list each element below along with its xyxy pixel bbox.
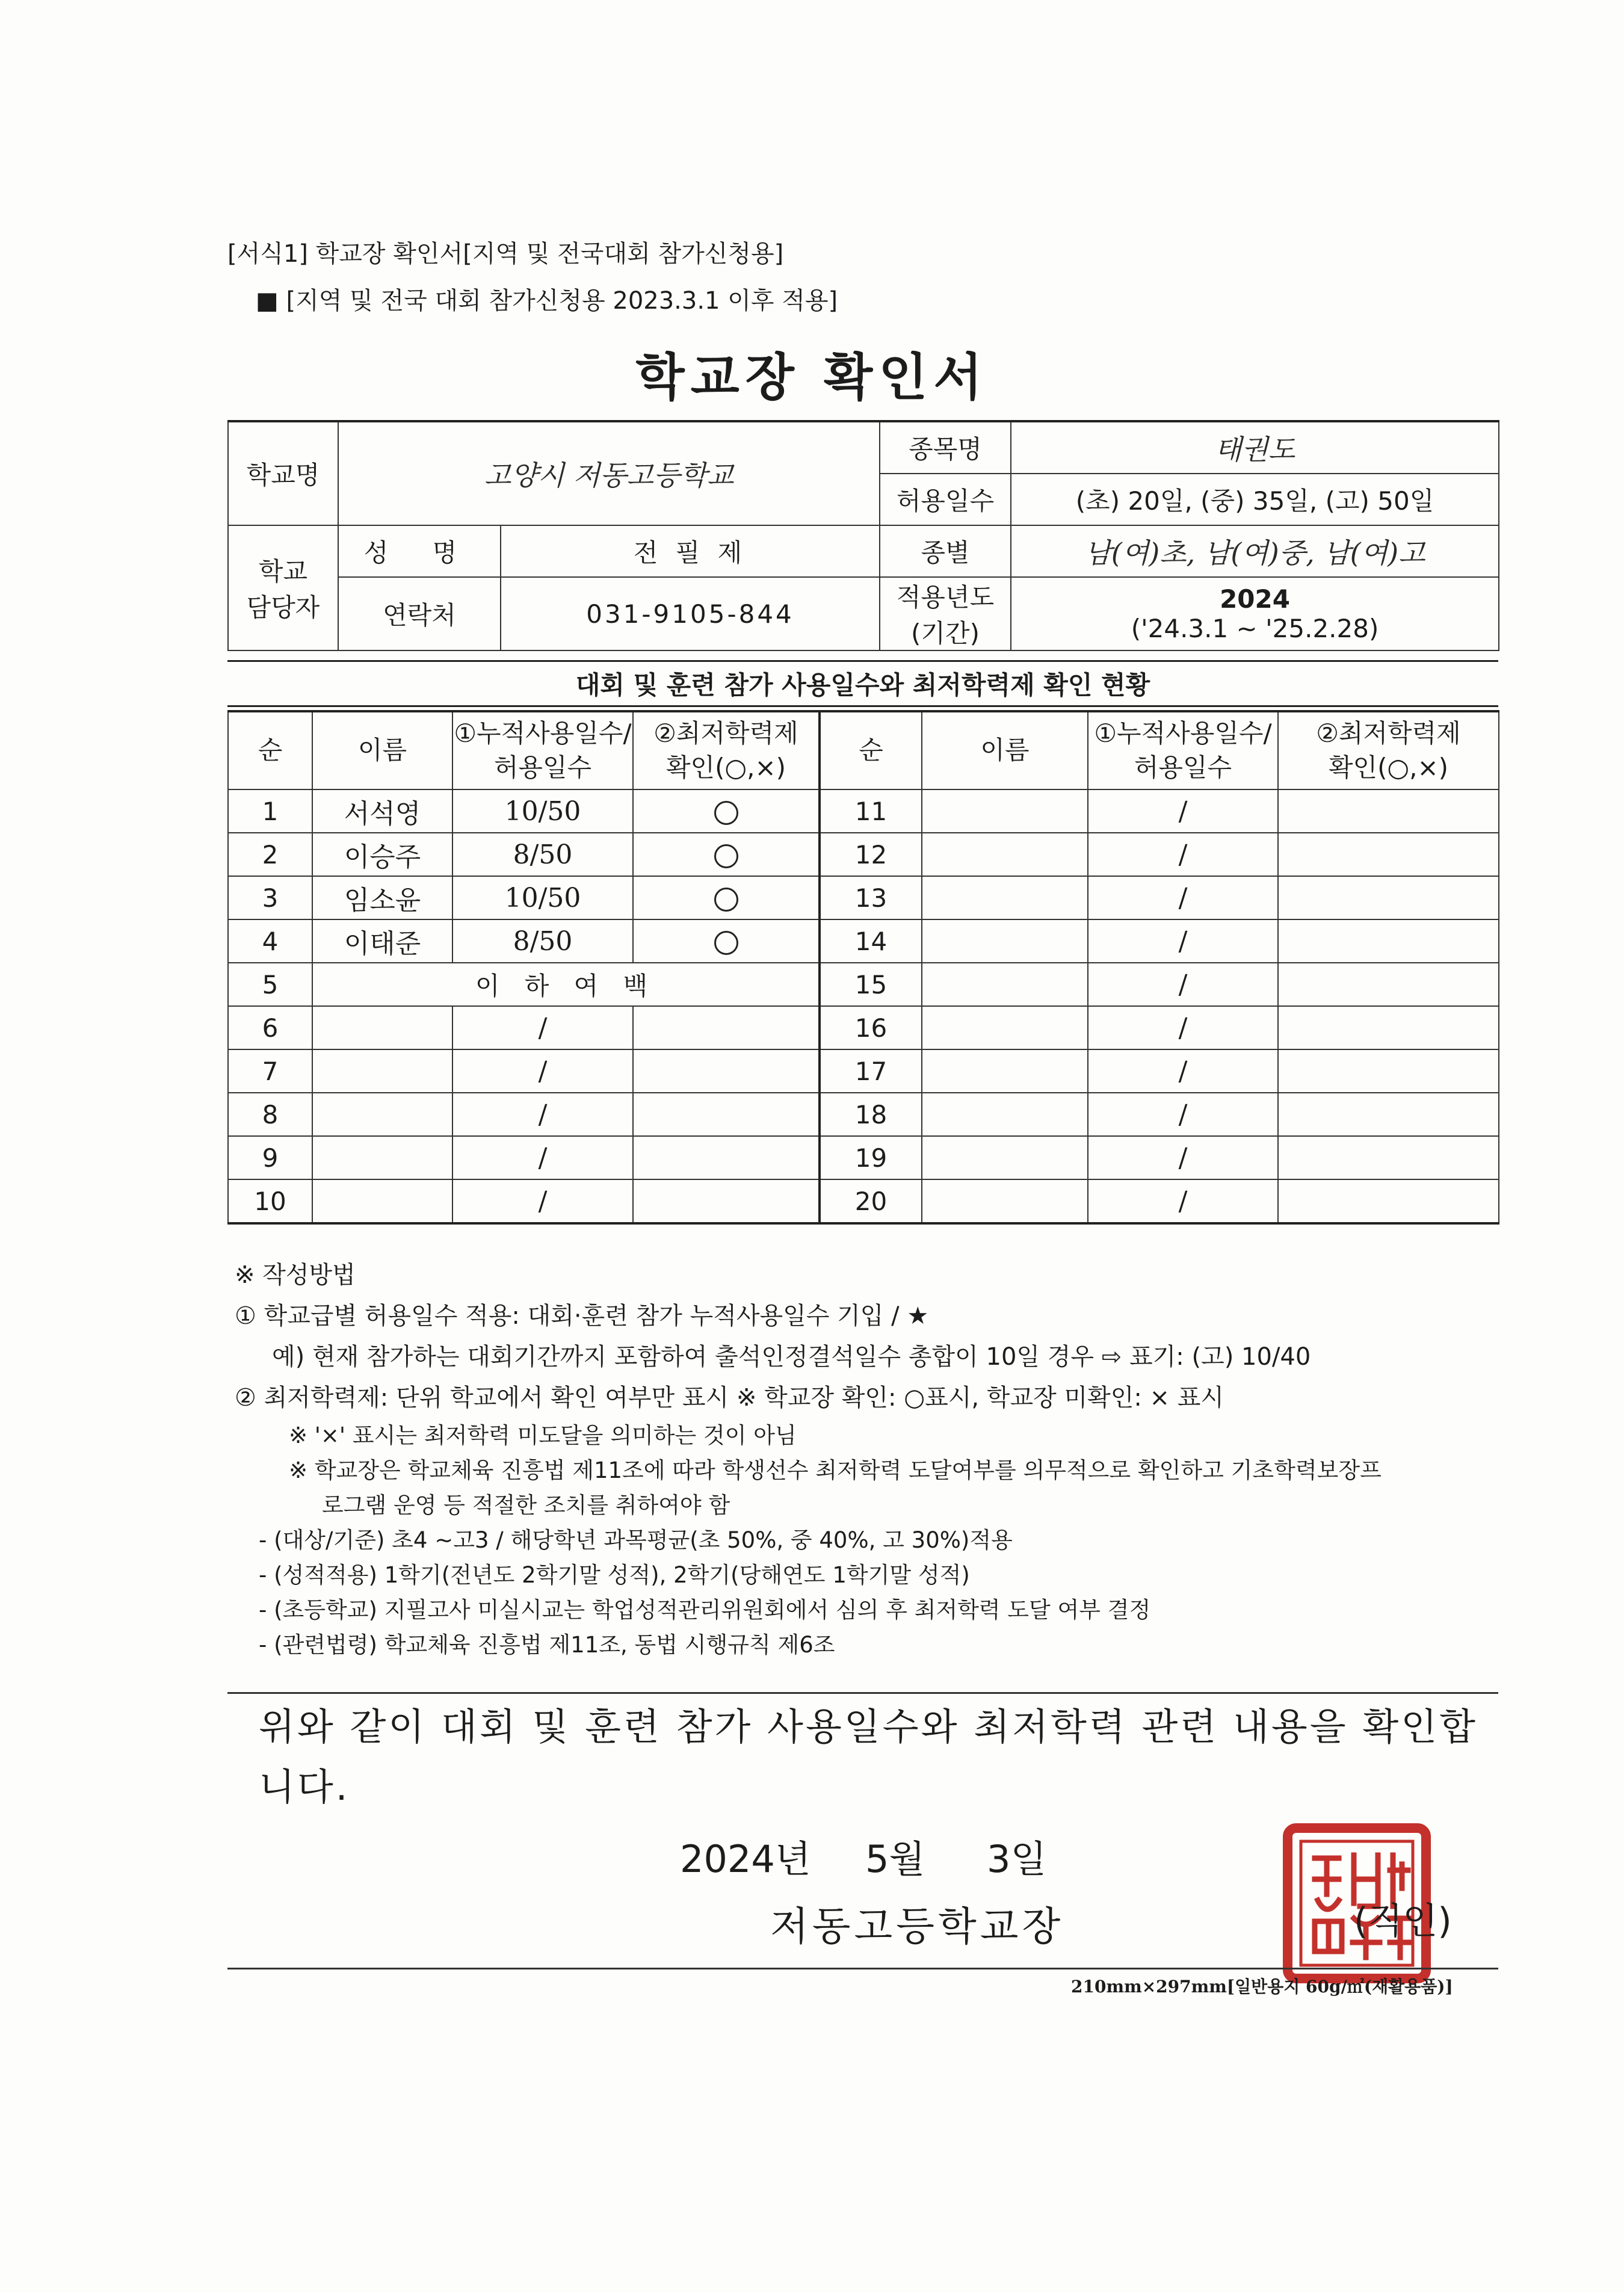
writing-instructions — [235, 1255, 1382, 1663]
row-number: 2 — [228, 833, 312, 876]
student-name — [922, 876, 1088, 919]
table-row — [228, 1136, 1499, 1179]
name-value: 전 필 제 — [501, 525, 880, 577]
table-row — [228, 1049, 1499, 1093]
row-number: 6 — [228, 1006, 312, 1049]
check-circle-icon — [714, 844, 738, 868]
col-days-left — [452, 711, 633, 789]
row-number: 11 — [820, 789, 922, 833]
used-days: / — [1088, 789, 1278, 833]
note-1-example: 예) 현재 참가하는 대회기간까지 포함하여 출석인정결석일수 총합이 10일 경우 ⇨ 표기: (고) 10/40 — [272, 1343, 1311, 1371]
col-days-right-line1: ①누적사용일수/ — [1094, 718, 1272, 748]
table-row — [228, 963, 1499, 1006]
year-value-cell — [1011, 577, 1499, 650]
form-label: [서식1] 학교장 확인서[지역 및 전국대회 참가신청용] — [227, 240, 784, 268]
academic-check — [633, 1093, 820, 1136]
table-row — [228, 876, 1499, 919]
year-label-line2: (기간) — [911, 619, 980, 648]
blank-below-note: 이 하 여 백 — [312, 963, 820, 1006]
school-value: 고양시 저동고등학교 — [338, 421, 880, 525]
used-days: 10/50 — [452, 876, 633, 919]
note-dash-4: - (관련법령) 학교체육 진흥법 제11조, 동법 시행규칙 제6조 — [259, 1632, 835, 1658]
date-month: 5월 — [865, 1837, 925, 1881]
used-days: 8/50 — [452, 919, 633, 963]
student-name — [312, 1136, 452, 1179]
used-days: / — [452, 1136, 633, 1179]
row-number: 19 — [820, 1136, 922, 1179]
sport-value: 태권도 — [1011, 421, 1499, 474]
academic-check — [1278, 1049, 1499, 1093]
col-check-right-line1: ②최저학력제 — [1316, 718, 1461, 748]
seal-mark: (직인) — [1354, 1900, 1452, 1942]
academic-check — [1278, 1136, 1499, 1179]
row-number: 17 — [820, 1049, 922, 1093]
row-number: 20 — [820, 1179, 922, 1223]
col-check-left-line2: 확인(○,×) — [665, 752, 786, 782]
phone-label: 연락처 — [338, 577, 501, 650]
student-name — [922, 1049, 1088, 1093]
col-name-right: 이름 — [922, 711, 1088, 789]
school-info-table — [227, 420, 1499, 651]
academic-check — [633, 789, 820, 833]
check-circle-icon — [714, 801, 738, 825]
col-days-left-line2: 허용일수 — [493, 752, 592, 782]
used-days: / — [1088, 1006, 1278, 1049]
used-days: / — [1088, 1093, 1278, 1136]
confirmation-text: 위와 같이 대회 및 훈련 참가 사용일수와 최저학력 관련 내용을 확인합니다. — [259, 1705, 1478, 1809]
student-name — [922, 1006, 1088, 1049]
row-number: 16 — [820, 1006, 922, 1049]
gender-label: 종별 — [880, 525, 1011, 577]
academic-check — [633, 833, 820, 876]
col-days-right-line2: 허용일수 — [1134, 752, 1232, 782]
table-row — [228, 1006, 1499, 1049]
student-name — [922, 963, 1088, 1006]
used-days: / — [452, 1179, 633, 1223]
col-check-right — [1278, 711, 1499, 789]
row-number: 12 — [820, 833, 922, 876]
used-days: / — [1088, 963, 1278, 1006]
academic-check — [1278, 1093, 1499, 1136]
student-name: 이승주 — [312, 833, 452, 876]
academic-check — [633, 1179, 820, 1223]
check-circle-icon — [714, 931, 738, 955]
status-subtitle: 대회 및 훈련 참가 사용일수와 최저학력제 확인 현황 — [227, 660, 1498, 707]
year-period: ('24.3.1 ~ '25.2.28) — [1131, 614, 1379, 643]
contact-person-label-line2: 담당자 — [246, 593, 320, 622]
used-days: / — [1088, 1049, 1278, 1093]
row-number: 4 — [228, 919, 312, 963]
phone-value: 031-9105-844 — [501, 577, 880, 650]
note-2-b1: ※ 학교장은 학교체육 진흥법 제11조에 따라 학생선수 최저학력 도달여부를 의무적으로 확인하고 기초학력보장프 — [289, 1457, 1382, 1483]
used-days: / — [1088, 833, 1278, 876]
used-days: / — [1088, 1179, 1278, 1223]
contact-person-label-line1: 학교 — [258, 557, 308, 586]
table-row — [228, 1093, 1499, 1136]
divider-bottom — [227, 1968, 1498, 1969]
note-dash-2: - (성적적용) 1학기(전년도 2학기말 성적), 2학기(당해연도 1학기말 성적) — [259, 1562, 970, 1588]
date-day: 3일 — [987, 1837, 1047, 1881]
used-days: / — [452, 1093, 633, 1136]
year-label-line1: 적용년도 — [896, 582, 995, 612]
note-1: ① 학교급별 허용일수 적용: 대회·훈련 참가 누적사용일수 기입 / ★ — [235, 1302, 929, 1330]
page-title: 학교장 확인서 — [635, 348, 989, 407]
academic-check — [633, 1049, 820, 1093]
student-name — [922, 789, 1088, 833]
name-label: 성 명 — [338, 525, 501, 577]
note-dash-3: - (초등학교) 지필고사 미실시교는 학업성적관리위원회에서 심의 후 최저학력 도달 여부 결정 — [259, 1597, 1151, 1623]
col-check-left — [633, 711, 820, 789]
academic-check — [1278, 963, 1499, 1006]
student-name — [922, 1093, 1088, 1136]
student-name: 이태준 — [312, 919, 452, 963]
table-row — [228, 789, 1499, 833]
academic-check — [1278, 919, 1499, 963]
date-year: 2024년 — [680, 1837, 811, 1881]
contact-person-label — [228, 525, 338, 650]
row-number: 9 — [228, 1136, 312, 1179]
note-2-b2: 로그램 운영 등 적절한 조치를 취하여야 함 — [322, 1492, 730, 1518]
col-no-right: 순 — [820, 711, 922, 789]
student-name — [922, 1136, 1088, 1179]
used-days: 10/50 — [452, 789, 633, 833]
allowed-days-value: (초) 20일, (중) 35일, (고) 50일 — [1011, 474, 1499, 525]
used-days: / — [1088, 876, 1278, 919]
note-2: ② 최저학력제: 단위 학교에서 확인 여부만 표시 ※ 학교장 확인: ○표시, 학교장 미확인: × 표시 — [235, 1384, 1224, 1412]
row-number: 1 — [228, 789, 312, 833]
row-number: 10 — [228, 1179, 312, 1223]
row-number: 3 — [228, 876, 312, 919]
student-name: 임소윤 — [312, 876, 452, 919]
row-number: 14 — [820, 919, 922, 963]
paper-spec: 210mm×297mm[일반용지 60g/㎡(재활용품)] — [1071, 1977, 1453, 1997]
student-name — [922, 919, 1088, 963]
used-days: / — [1088, 919, 1278, 963]
academic-check — [1278, 1179, 1499, 1223]
academic-check — [633, 1006, 820, 1049]
note-dash-1: - (대상/기준) 초4 ~고3 / 해당학년 과목평균(초 50%, 중 40%, 고 30%)적용 — [259, 1527, 1013, 1553]
row-number: 5 — [228, 963, 312, 1006]
used-days: / — [1088, 1136, 1278, 1179]
used-days: 8/50 — [452, 833, 633, 876]
col-days-left-line1: ①누적사용일수/ — [454, 718, 632, 748]
academic-check — [1278, 876, 1499, 919]
used-days: / — [452, 1006, 633, 1049]
academic-check — [1278, 789, 1499, 833]
col-days-right — [1088, 711, 1278, 789]
student-name — [312, 1093, 452, 1136]
academic-check — [633, 919, 820, 963]
col-check-right-line2: 확인(○,×) — [1328, 752, 1449, 782]
applicability-note: ■ [지역 및 전국 대회 참가신청용 2023.3.1 이후 적용] — [256, 287, 838, 315]
academic-check — [633, 1136, 820, 1179]
table-row — [228, 833, 1499, 876]
sport-label: 종목명 — [880, 421, 1011, 474]
allowed-days-label: 허용일수 — [880, 474, 1011, 525]
col-check-left-line1: ②최저학력제 — [653, 718, 798, 748]
row-number: 8 — [228, 1093, 312, 1136]
student-name — [922, 1179, 1088, 1223]
row-number: 13 — [820, 876, 922, 919]
check-circle-icon — [714, 888, 738, 912]
school-label: 학교명 — [228, 421, 338, 525]
row-number: 7 — [228, 1049, 312, 1093]
col-name-left: 이름 — [312, 711, 452, 789]
table-row — [228, 1179, 1499, 1223]
table-row — [228, 919, 1499, 963]
student-name — [922, 833, 1088, 876]
status-table — [227, 710, 1499, 1225]
note-2-a: ※ '×' 표시는 최저학력 미도달을 의미하는 것이 아님 — [289, 1422, 797, 1448]
gender-value: 남(여)초, 남(여)중, 남(여)고 — [1011, 525, 1499, 577]
divider-top — [227, 1692, 1498, 1694]
student-name — [312, 1179, 452, 1223]
student-name — [312, 1049, 452, 1093]
year-label — [880, 577, 1011, 650]
student-name: 서석영 — [312, 789, 452, 833]
row-number: 15 — [820, 963, 922, 1006]
academic-check — [1278, 833, 1499, 876]
principal-title: 저동고등학교장 — [770, 1903, 1064, 1950]
year-value: 2024 — [1220, 584, 1290, 614]
notes-heading: ※ 작성방법 — [235, 1261, 356, 1289]
academic-check — [633, 876, 820, 919]
student-name — [312, 1006, 452, 1049]
used-days: / — [452, 1049, 633, 1093]
col-no-left: 순 — [228, 711, 312, 789]
academic-check — [1278, 1006, 1499, 1049]
row-number: 18 — [820, 1093, 922, 1136]
